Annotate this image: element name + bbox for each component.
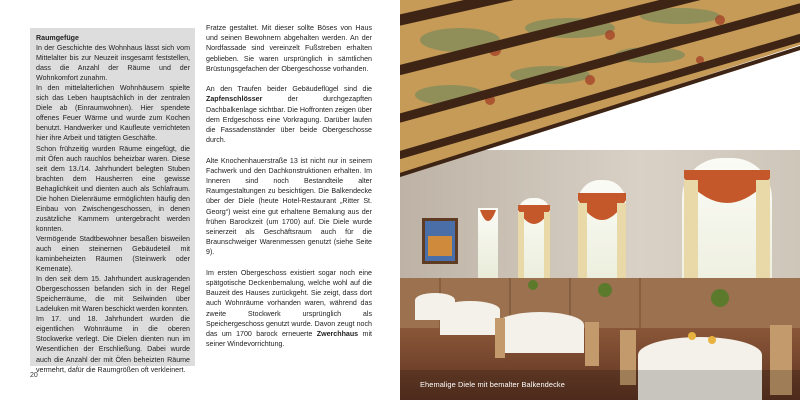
column-paragraph: Alte Knochenhauerstraße 13 ist nicht nur in seinem Fachwerk und den Dachkonstruktionen erhalten. Im Inneren sind noch Bestandteile alter Raumgestaltungen zu besichtigen. Die Balkendecke über der Diele (heute Hotel-Restaurant „Ritter St. Georg“) weist eine gut erhaltene Bemalung aus der frühen Barockzeit (um 1700) auf. Die Diele wurde seinerzeit als Geschäftsraum auch für die Braunschweiger Warenmessen genutzt (siehe Seite 9).	[206, 156, 372, 257]
bold-term: Zwerchhaus	[316, 330, 359, 339]
interior-photo-illustration	[400, 0, 800, 400]
photo-caption: Ehemalige Diele mit bemalter Balkendecke	[420, 380, 565, 389]
column-paragraph: Fratze gestaltet. Mit dieser sollte Böses von Haus und seinen Bewohnern abgehalten werden. An der Nordfassade sind vereinzelt Fußstreben erhalten geblieben. Sie waren ursprünglich in sämtlichen Brüstungsgefachen der Obergeschosse vorhanden.	[206, 24, 372, 73]
box-paragraph: In der Geschichte des Wohnhaus lässt sich vom Mittelalter bis zur Neuzeit insgesamt feststellen, dass die Anzahl der Räume und der Wohnkomfort zunahm.	[36, 44, 190, 83]
text-run: An den Traufen beider Gebäudeflügel sind die	[206, 85, 372, 94]
box-paragraph: Im 17. und 18. Jahrhundert wurden die eigentlichen Wohnräume in die oberen Stockwerke verlegt. Die Dielen dienten nun im Wesentlichen der Erschließung. Dabei wurde auch die Anzahl der mit Öfen beheizten Räume vermehrt, dafür die Raumgrößen oft verkleinert.	[36, 315, 190, 374]
info-box	[30, 28, 195, 374]
box-paragraph: Schon frühzeitig wurden Räume eingefügt, die mit Öfen auch rauchlos beheizbar waren. Diese seit dem 13./14. Jahrhundert belegten Stuben brachten dem Hausherren eine gewisse Behaglichkeit und dienten auch als Schlafraum. Die hohen Dielenräume ermöglichten häufig den Einbau von Zwischengeschossen, in denen zusätzliche Kammern untergebracht werden konnten.	[36, 144, 190, 233]
page-number: 20	[30, 372, 38, 379]
box-paragraph: Vermögende Stadtbewohner besaßen bisweilen auch einen steinernen Gebäudeteil mit kaminbeheizten Räumen (Steinwerk oder Kemenate).	[36, 234, 190, 274]
column-paragraph	[206, 268, 372, 350]
box-paragraph: In den mittelalterlichen Wohnhäusern spielte sich das Leben hauptsächlich in der zentralen Diele ab (Einraumwohnen). Hier spendete offenes Feuer Wärme und wurde zum Kochen benutzt. Handwerker und Kaufleute verrichteten hier ihre Arbeit und tätigten Geschäfte.	[36, 84, 190, 143]
bold-term: Zapfenschlösser	[206, 95, 263, 104]
box-heading: Raumgefüge	[36, 34, 79, 42]
box-paragraph: In den seit dem 15. Jahrhundert auskragenden Obergeschossen befanden sich in der Regel Speicherräume, die mit Seilwinden über Ladeluken mit Waren beschickt werden konnten.	[36, 275, 190, 314]
text-column	[206, 23, 372, 360]
column-paragraph	[206, 84, 372, 145]
text-run: mit seiner Windevorrichtung.	[206, 330, 372, 349]
text-run: der durchgezapften Dachbalkenlage sichtbar. Die Hoffronten zeigen über dem Erdgeschoss eine Vorkragung. Darüber laufen die Fassadenständer über beide Obergeschosse durch.	[206, 95, 372, 145]
text-run: Im ersten Obergeschoss existiert sogar noch eine spätgotische Deckenbemalung, welche wohl auf die Bauzeit des Hauses zurückgeht. Sie zeigt, dass dort auch Wohnräume vorhanden waren, während das zweite Stockwerk ursprünglich als Speichergeschoss genutzt wurde. Davon zeugt noch das um 1700 barock erneuerte	[206, 268, 372, 339]
interior-photo	[400, 0, 800, 400]
